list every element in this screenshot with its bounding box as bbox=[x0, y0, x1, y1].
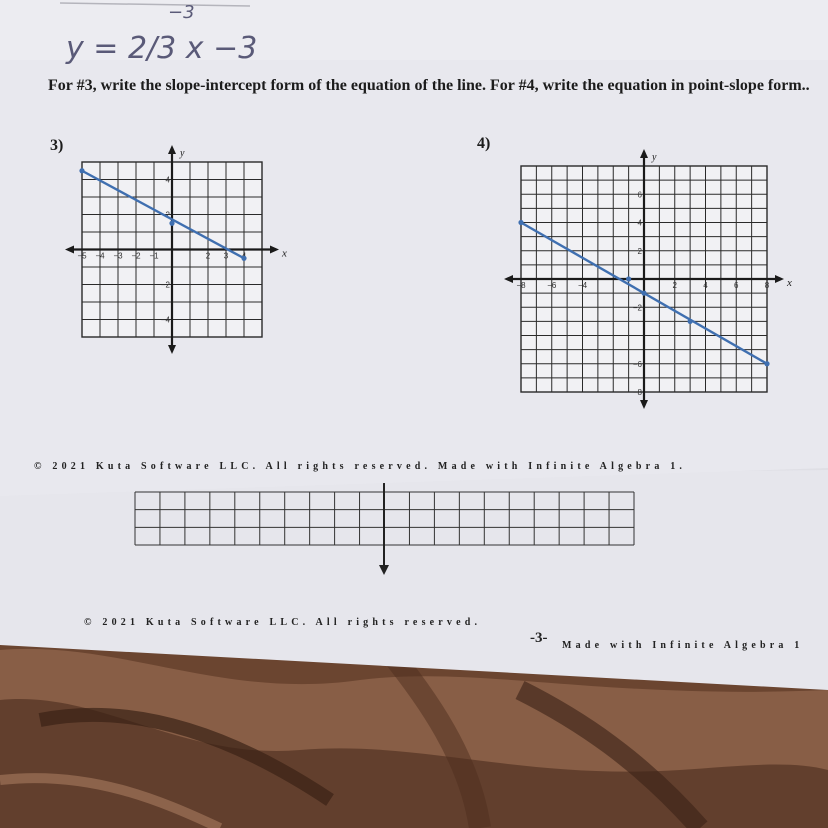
y-tick-label: −2 bbox=[632, 303, 642, 313]
y-tick-label: −4 bbox=[160, 315, 170, 325]
x-tick-label: −8 bbox=[516, 281, 526, 290]
footer-copyright-page2-tail: Made with Infinite Algebra 1 bbox=[562, 640, 804, 651]
y-tick-label: 6 bbox=[637, 190, 642, 200]
line-point bbox=[626, 276, 631, 281]
line-point bbox=[518, 220, 523, 225]
line-point bbox=[641, 291, 646, 296]
y-axis-arrow-down bbox=[640, 400, 648, 409]
x-tick-label: 2 bbox=[672, 281, 677, 290]
x-tick-label: 6 bbox=[734, 281, 739, 290]
x-tick-label: −2 bbox=[131, 251, 141, 261]
handwriting-superscript: −3 bbox=[168, 2, 195, 23]
y-axis-arrow-up bbox=[640, 149, 648, 158]
y-tick-label: 4 bbox=[637, 218, 642, 228]
y-tick-label: 4 bbox=[165, 175, 170, 185]
x-tick-label: −6 bbox=[547, 281, 557, 290]
x-tick-label: −4 bbox=[577, 281, 588, 290]
x-tick-label: −1 bbox=[149, 251, 159, 261]
x-tick-label: 2 bbox=[205, 251, 211, 261]
x-axis-arrow-left bbox=[504, 275, 513, 283]
line-point bbox=[688, 319, 693, 324]
footer-copyright-page2: © 2021 Kuta Software LLC. All rights reserved. bbox=[84, 617, 482, 628]
y-tick-label: 2 bbox=[637, 246, 642, 256]
problem-3-number: 3) bbox=[50, 137, 64, 154]
y-tick-label: −2 bbox=[160, 280, 170, 290]
y-tick-label: −6 bbox=[632, 359, 642, 369]
footer-copyright-page1: © 2021 Kuta Software LLC. All rights reserved. Made with Infinite Algebra 1. bbox=[34, 461, 687, 472]
x-tick-label: −4 bbox=[95, 251, 105, 261]
x-axis-label: x bbox=[787, 277, 792, 289]
y-axis-label: y bbox=[180, 148, 185, 159]
x-tick-label: 4 bbox=[703, 281, 708, 290]
instructions-text: For #3, write the slope-intercept form of the equation of the line. For #4, write the equation in point-slope form.. bbox=[48, 77, 810, 94]
page-number: -3- bbox=[530, 630, 548, 646]
x-axis-arrow-right bbox=[775, 275, 784, 283]
x-tick-label: −5 bbox=[77, 251, 87, 261]
line-point bbox=[764, 361, 769, 366]
y-tick-label: 2 bbox=[165, 210, 170, 220]
x-tick-label: −3 bbox=[113, 251, 123, 261]
problem-4-number: 4) bbox=[477, 135, 491, 152]
x-tick-label: 8 bbox=[764, 281, 770, 290]
y-tick-label: −8 bbox=[632, 388, 642, 397]
x-axis-label: x bbox=[282, 247, 287, 260]
handwriting-equation: y = 2/3 x −3 bbox=[66, 31, 258, 66]
graph-4-content bbox=[504, 149, 792, 409]
y-axis-label: y bbox=[652, 152, 657, 163]
x-tick-label: 3 bbox=[223, 251, 229, 261]
